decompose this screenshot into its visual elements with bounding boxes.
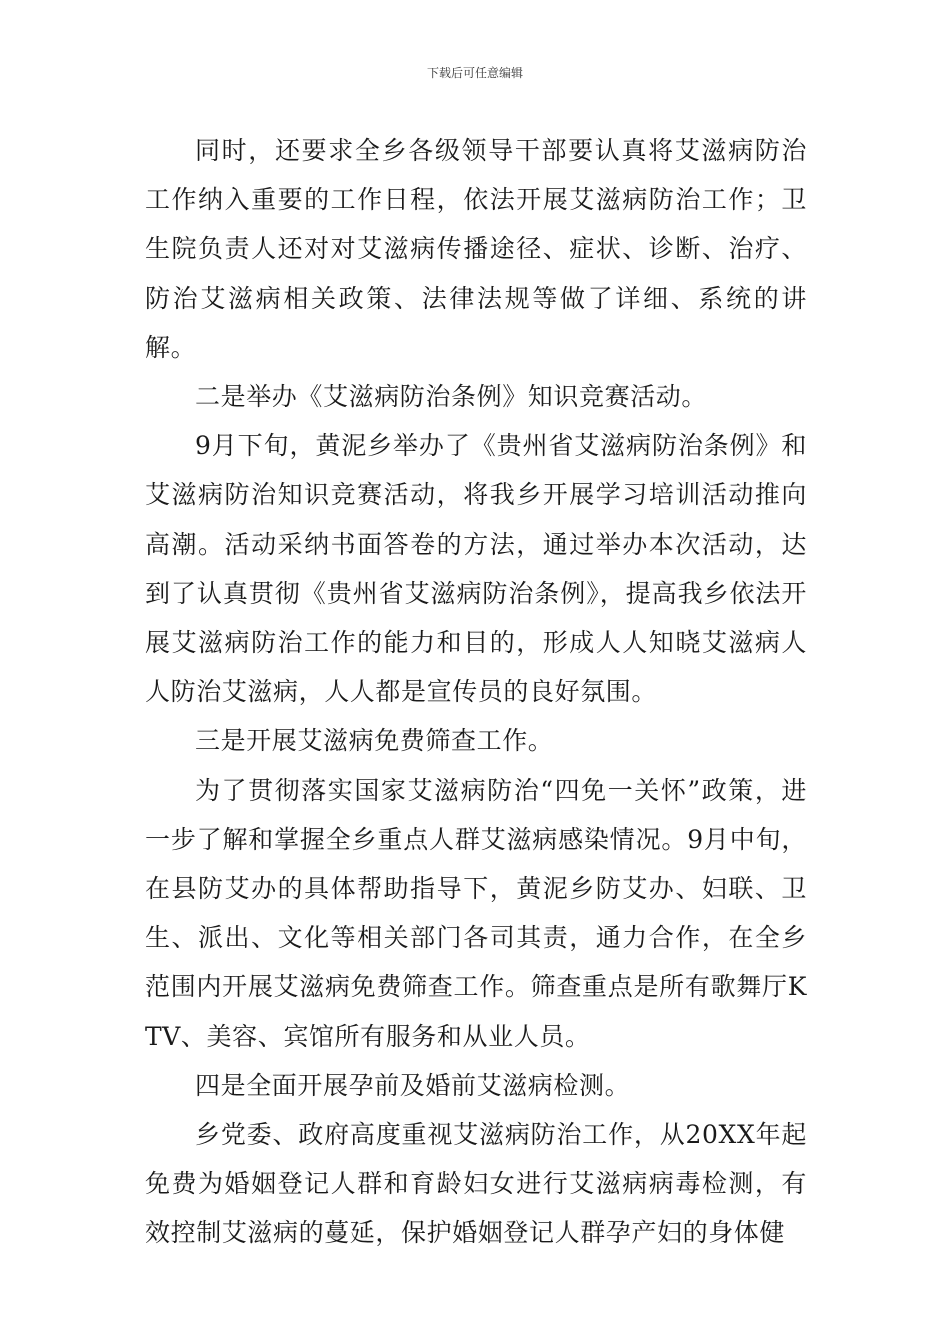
section-heading: 四是全面开展孕前及婚前艾滋病检测。 xyxy=(195,1070,631,1100)
paragraph: 9月下旬，黄泥乡举办了《贵州省艾滋病防治条例》和艾滋病防治知识竞赛活动，将我乡开展学习培训活动推向高潮。活动采纳书面答卷的方法，通过举办本次活动，达到了认真贯彻《贵州省艾滋病防治条例》，提高我乡依法开展艾滋病防治工作的能力和目的，形成人人知晓艾滋病人人防治艾滋病，人人都是宣传员的良好氛围。 xyxy=(145,431,807,707)
paragraph: 为了贯彻落实国家艾滋病防治“四免一关怀”政策，进一步了解和掌握全乡重点人群艾滋病感染情况。9月中旬，在县防艾办的具体帮助指导下，黄泥乡防艾办、妇联、卫生、派出、文化等相关部门各司其责，通力合作，在全乡范围内开展艾滋病免费筛查工作。筛查重点是所有歌舞厅KTV、美容、宾馆所有服务和从业人员。 xyxy=(145,775,807,1051)
section-heading: 三是开展艾滋病免费筛查工作。 xyxy=(195,726,554,756)
page-header: 下载后可任意编辑 xyxy=(426,66,523,80)
paragraph: 乡党委、政府高度重视艾滋病防治工作，从20XX年起免费为婚姻登记人群和育龄妇女进行艾滋病病毒检测，有效控制艾滋病的蔓延，保护婚姻登记人群孕产妇的身体健 xyxy=(145,1120,807,1248)
document-body xyxy=(145,126,807,1258)
section-heading: 二是举办《艾滋病防治条例》知识竞赛活动。 xyxy=(195,382,708,412)
paragraph: 同时，还要求全乡各级领导干部要认真将艾滋病防治工作纳入重要的工作日程，依法开展艾滋病防治工作；卫生院负责人还对对艾滋病传播途径、症状、诊断、治疗、防治艾滋病相关政策、法律法规等做了详细、系统的讲解。 xyxy=(145,136,807,362)
